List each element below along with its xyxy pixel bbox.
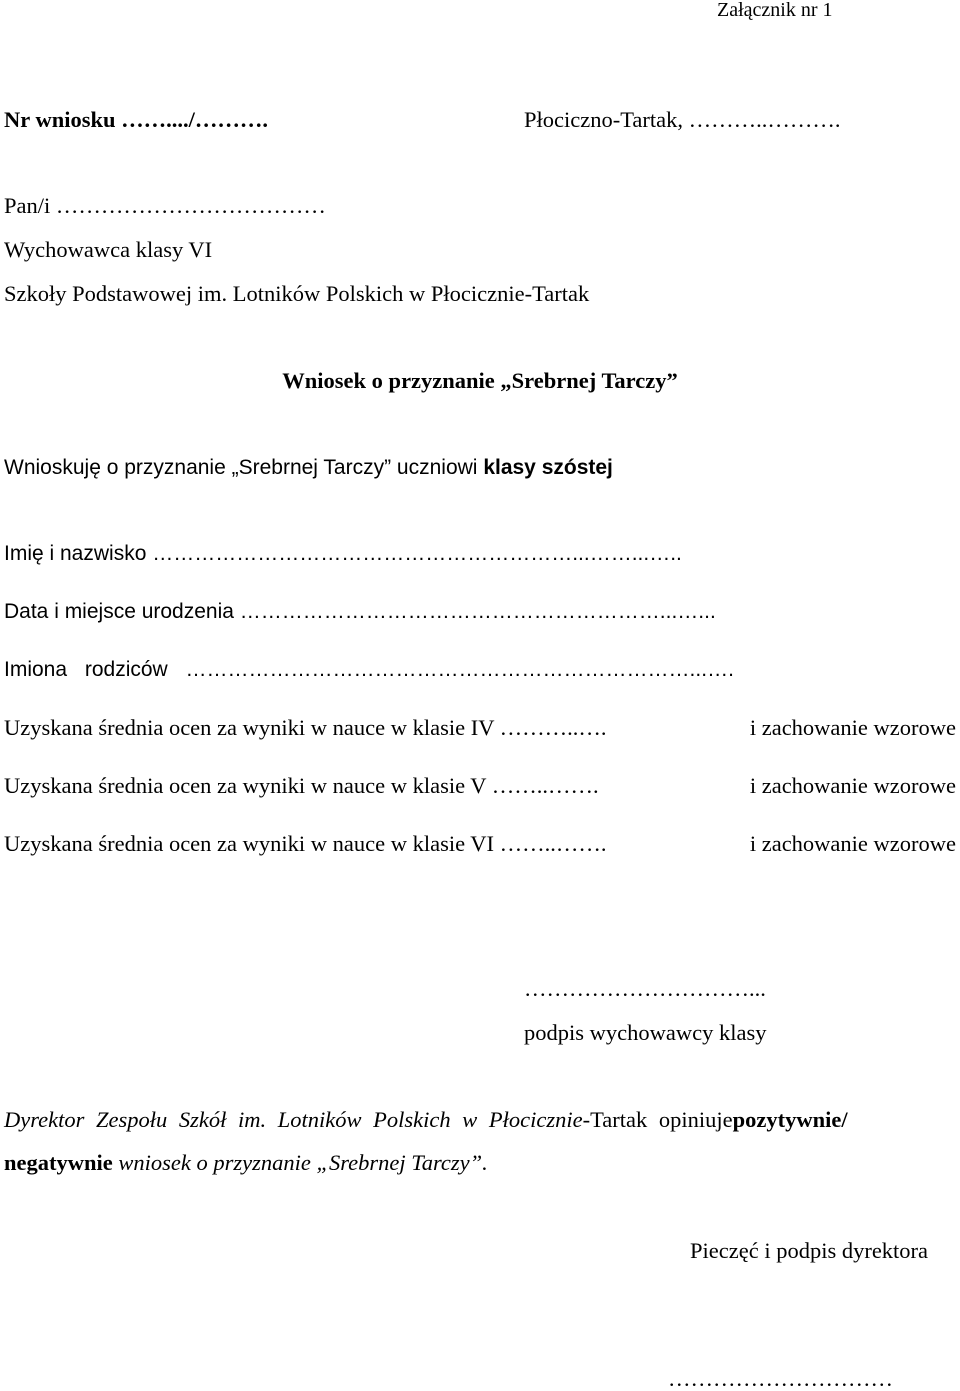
teacher-signature-label: podpis wychowawcy klasy [524,1020,767,1045]
addressee-line-1: Pan/i ……………………………… [4,193,326,218]
director-opinion-line-1 [4,1109,956,1132]
grade-row-text: Uzyskana średnia ocen za wyniki w nauce w klasie VI ……..……. [4,831,607,856]
grade-row-text: Uzyskana średnia ocen za wyniki w nauce w klasie V ……..……. [4,773,599,798]
document-title: Wniosek o przyznanie „Srebrnej Tarczy” [282,368,678,393]
grade-row-iv [4,717,956,740]
place-date: Płociczno-Tartak, ………..………. [524,107,841,132]
field-birth: Data i miejsce urodzenia ……………………………………………………...…... [4,600,716,623]
attachment-label: Załącznik nr 1 [717,0,833,21]
teacher-signature-dots: …………………………... [524,976,766,1001]
grade-row-text: Uzyskana średnia ocen za wyniki w nauce w klasie IV ………..…. [4,715,607,740]
request-number: Nr wniosku ……..../………. [4,107,269,132]
director-opinion-italic: Dyrektor Zespołu Szkół im. Lotników Polskich w Płocicznie- [4,1107,591,1132]
field-parents: Imiona rodziców ………………………………………………………………...…. [4,658,734,681]
director-opinion-negative: negatywnie [4,1150,113,1175]
request-text [4,457,613,478]
director-opinion-line-2 [4,1152,488,1175]
director-opinion-normal: Tartak opiniuje [590,1107,733,1132]
director-signature-label: Pieczęć i podpis dyrektora [690,1238,929,1263]
field-name: Imię i nazwisko ……………………………………………………...……...….. [4,542,682,565]
director-signature-dots: ………………………… [668,1366,893,1391]
grade-row-vi [4,833,956,856]
addressee-line-2: Wychowawca klasy VI [4,237,213,262]
grade-row-suffix: i zachowanie wzorowe [749,773,956,798]
addressee-line-3: Szkoły Podstawowej im. Lotników Polskich w Płocicznie-Tartak [4,281,590,306]
grade-row-suffix: i zachowanie wzorowe [749,715,956,740]
request-text-class: klasy szóstej [483,456,613,479]
grade-row-suffix: i zachowanie wzorowe [749,831,956,856]
director-opinion-tail: wniosek o przyznanie „Srebrnej Tarczy”. [112,1150,488,1175]
grade-row-v [4,775,956,798]
director-opinion-positive: pozytywnie/ [732,1107,848,1132]
request-text-prefix: Wnioskuję o przyznanie „Srebrnej Tarczy” uczniowi [4,456,484,479]
